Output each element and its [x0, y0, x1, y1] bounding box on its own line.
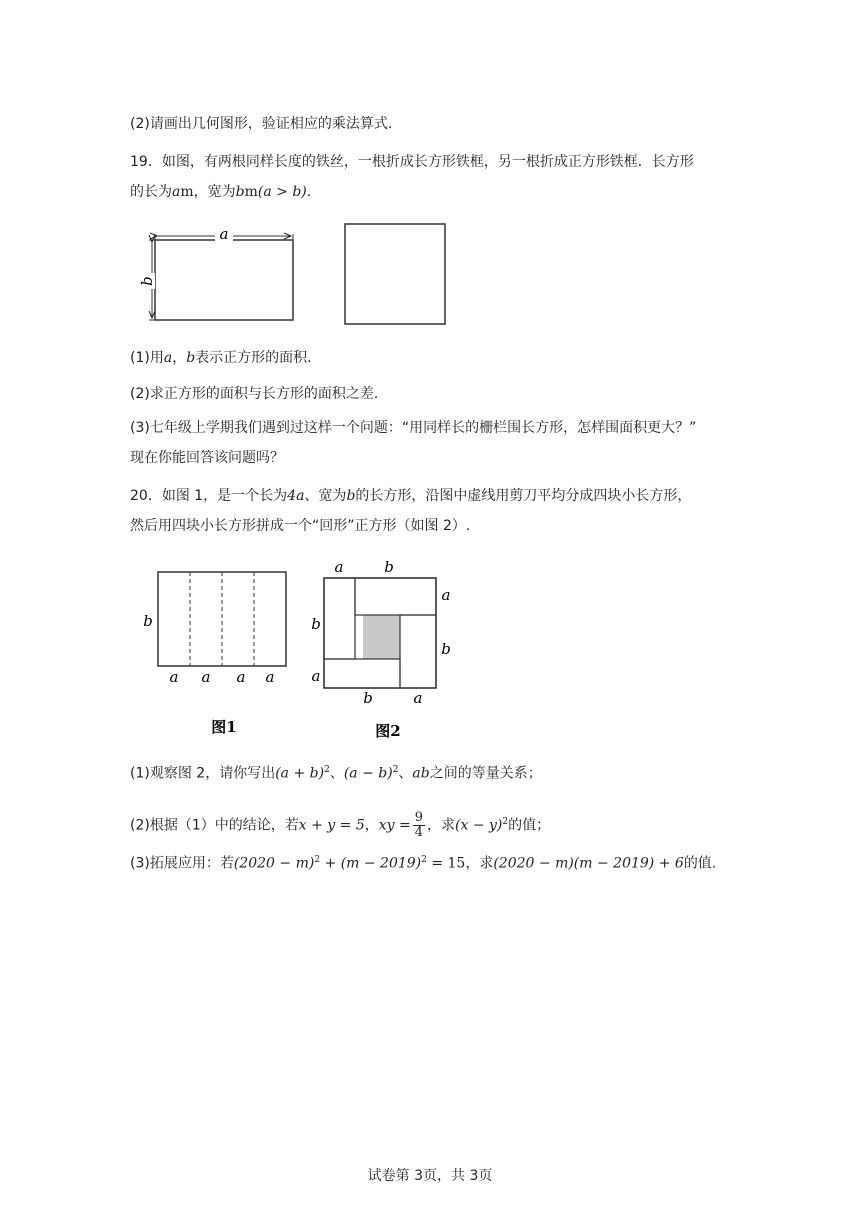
q19-line2: 的长为am，宽为bm(a > b)．	[130, 184, 321, 200]
fig2-label-b-top: b	[384, 558, 394, 576]
q20-part2: (2)根据（1）中的结论，若x + y = 5，xy = $\frac{9}{4}$ ，求$(x - y)^2$的值；	[130, 810, 551, 841]
q19-label-b: b	[138, 276, 156, 286]
fig2-label-b-left: b	[311, 615, 321, 633]
fig1-caption: 图1	[211, 718, 237, 736]
page-footer: 试卷第 3页，共 3页	[367, 1168, 493, 1184]
fig2-label-b-right: b	[441, 640, 451, 658]
q19-figure	[135, 218, 455, 330]
fig2-label-a-left: a	[311, 667, 321, 685]
fig2-label-a-top: a	[334, 558, 344, 576]
q19-part1: (1)用a，b表示正方形的面积．	[130, 350, 322, 366]
q19-rectangle	[155, 240, 293, 320]
fig2-caption: 图2	[375, 722, 401, 740]
fig1-label-a: a	[236, 668, 246, 686]
q20-line1: 20．如图 1，是一个长为4a、宽为b的长方形，沿图中虚线用剪刀平均分成四块小长方形，	[130, 488, 692, 504]
fig1-label-a: a	[169, 668, 179, 686]
fig2-shaded-square	[363, 615, 400, 659]
frac-9-4: $\frac{9}{4}$	[414, 810, 424, 841]
q19-part2: (2)求正方形的面积与长方形的面积之差．	[130, 386, 388, 402]
q20-part1: (1)观察图 2，请你写出$(a + b)^2$、$(a - b)^2$、ab之间的等量关系；	[130, 765, 542, 782]
fig2-label-a-right: a	[441, 586, 451, 604]
q19-label-a: a	[219, 225, 229, 243]
fig1-label-a: a	[265, 668, 275, 686]
q18-part2: (2)请画出几何图形，验证相应的乘法算式.	[130, 116, 393, 132]
q19-part3-line1: (3)七年级上学期我们遇到过这样一个问题：“用同样长的栅栏围长方形，怎样围面积更大？”	[130, 420, 697, 436]
q20-line2: 然后用四块小长方形拼成一个“回形”正方形（如图 2）.	[130, 518, 471, 534]
q20-figure1	[140, 560, 300, 742]
q19-part3-line2: 现在你能回答该问题吗？	[130, 450, 284, 466]
fig2-label-a-bottom: a	[413, 689, 423, 707]
q19-line1: 19．如图，有两根同样长度的铁丝，一根折成长方形铁框，另一根折成正方形铁框．长方形	[130, 154, 694, 170]
fig1-label-a: a	[201, 668, 211, 686]
fig1-label-b: b	[143, 612, 153, 630]
q20-figure2	[306, 556, 466, 742]
q19-square	[345, 224, 445, 324]
fig2-label-b-bottom: b	[363, 689, 373, 707]
q20-part3: (3)拓展应用：若$(2020 - m)^2 + (m - 2019)^2 = 15$，求(2020 − m)(m − 2019) + 6的值.	[130, 855, 717, 872]
